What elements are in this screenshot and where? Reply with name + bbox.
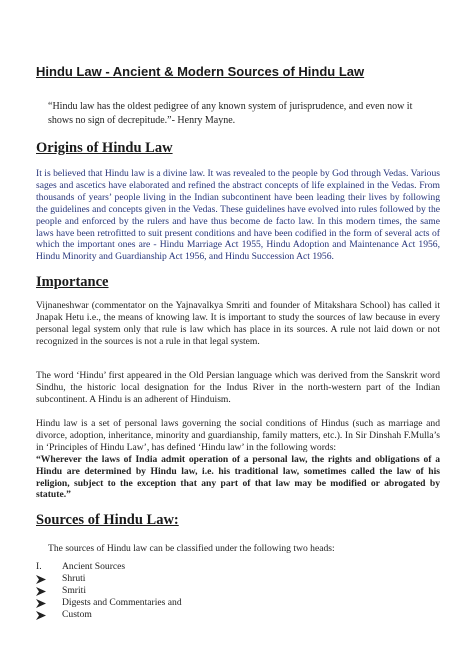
sources-intro: The sources of Hindu law can be classified under the following two heads: [48,543,335,554]
importance-paragraph-2: The word ‘Hindu’ first appeared in the Old Persian language which was derived from the Sanskrit word Sindhu, the historic local designation for the Indus River in the north-western part of the Indian subcontinent. A Hindu is an adherent of Hinduism. [36,370,440,405]
mulla-definition-quote: “Wherever the laws of India admit operation of a personal law, the rights and obligations of a Hindu are determined by Hindu law, i.e. his traditional law, sometimes called the law of his religion, subject to the exception that any part of that law may be modified or abrogated by statute.” [36,453,440,501]
ancient-sources-label: Ancient Sources [62,561,126,572]
roman-numeral: I. [36,561,42,572]
origins-paragraph: It is believed that Hindu law is a divine law. It was revealed to the people by God through Vedas. Various sages and ascetics have elaborated and refined the abstract concepts of life explained in the Vedas. From thousands of years’ people living in the Indian subcontinent have been leading their lives by following the guidelines and concepts given in the Vedas. These guidelines have evolved into rules followed by the people and enforced by the rulers and have thus become de facto law. In this modern times, the same laws have been retrofitted to suit present conditions and have been codified in the form of several acts of which the important ones are - Hindu Marriage Act 1955, Hindu Adoption and Maintenance Act 1956, Hindu Minority and Guardianship Act 1956, and Hindu Succession Act 1956. [36,168,440,263]
list-item-label: Shruti [62,573,86,584]
arrow-bullet-icon [36,599,62,608]
importance-paragraph-3 [36,418,440,501]
list-item [36,573,335,585]
list-item-label: Digests and Commentaries and [62,597,182,608]
opening-quote: “Hindu law has the oldest pedigree of any known system of jurisprudence, and even now it shows no sign of decrepitude.”- Henry Mayne. [48,101,413,126]
list-item-ancient-sources [36,561,335,573]
list-item [36,609,335,621]
page-title: Hindu Law - Ancient & Modern Sources of Hindu Law [36,64,365,79]
importance-paragraph-1: Vijnaneshwar (commentator on the Yajnavalkya Smriti and founder of Mitakshara School) has called it Jnapak Hetu i.e., the means of knowing law. It is important to study the sources of law because in every personal legal system only that rule is law which has place in its sources. A rule not laid down or not recognized in the sources is not a rule in that legal system. [36,300,440,347]
arrow-bullet-icon [36,611,62,620]
origins-heading: Origins of Hindu Law [36,140,173,156]
arrow-bullet-icon [36,587,62,596]
sources-list [36,543,335,621]
arrow-bullet-icon [36,575,62,584]
importance-heading: Importance [36,274,109,290]
list-item-label: Smriti [62,585,86,596]
list-item [36,585,335,597]
list-item [36,597,335,609]
sources-heading: Sources of Hindu Law: [36,512,179,528]
importance-paragraph-3-text: Hindu law is a set of personal laws governing the social conditions of Hindus (such as marriage and divorce, adoption, inheritance, minority and guardianship, family matters, etc.). In Sir Dinshah F.Mulla’s in ‘Principles of Hindu Law’, has defined ‘Hindu law’ in the following words: [36,418,440,453]
list-item-label: Custom [62,609,92,620]
